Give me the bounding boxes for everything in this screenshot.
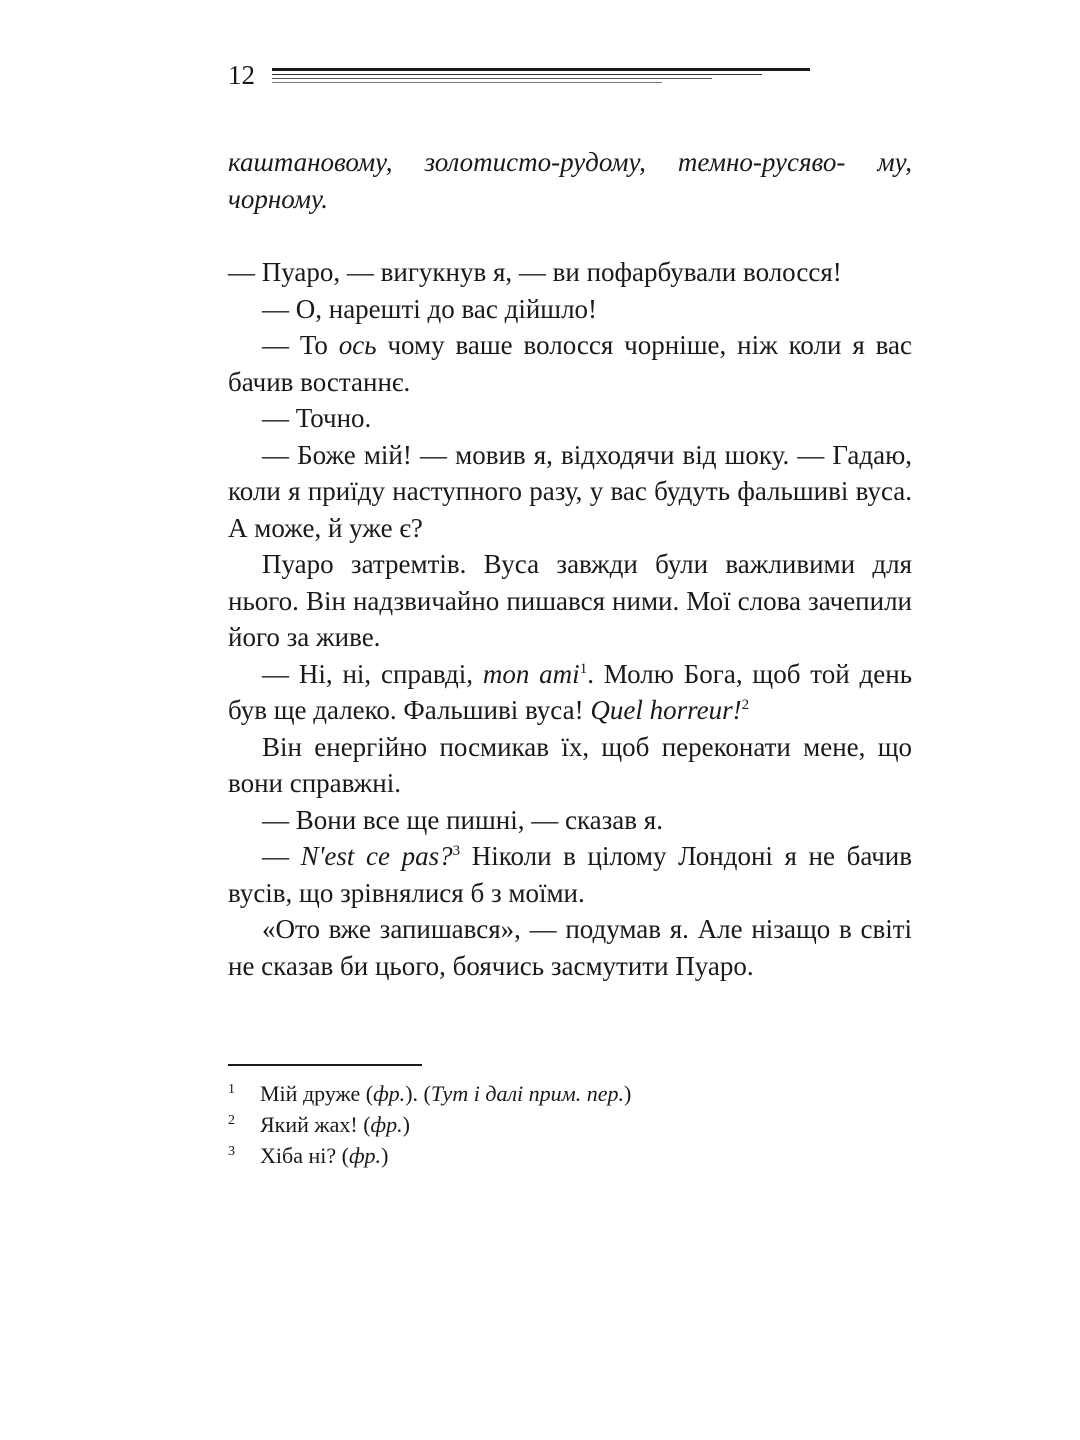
- footnote-mark: 3: [228, 1144, 235, 1159]
- italic-run: фр.: [370, 1112, 403, 1137]
- text-run: —: [262, 841, 301, 871]
- header-rule-thin: [272, 82, 662, 83]
- text-run: ): [381, 1143, 389, 1168]
- paragraph: — Точно.: [262, 403, 372, 433]
- text-run: Ніколи в цілому Лондоні я не бачив вусів, що зрівнялися б з моїми.: [228, 841, 913, 908]
- body-text: [228, 144, 912, 984]
- text-run: — То: [262, 330, 339, 360]
- text-run: чому ваше волосся чорніше, ніж коли я вас бачив востаннє.: [228, 330, 913, 397]
- text-run: . Молю Бога, щоб той день був ще далеко. Фальшиві вуса!: [228, 658, 913, 725]
- footnote-mark: 2: [228, 1113, 235, 1128]
- paragraph: — О, нарешті до вас дійшло!: [262, 293, 598, 324]
- text-run: Хіба ні? (: [260, 1143, 349, 1168]
- paragraph: Він енергійно посмикав їх, щоб переконати мене, що вони справжні.: [228, 731, 912, 798]
- text-run: Який жах! (: [260, 1112, 371, 1137]
- italic-run: ось: [338, 330, 377, 360]
- italic-run: N'est ce pas?: [300, 841, 453, 871]
- footnote-mark: 1: [228, 1082, 235, 1097]
- page-header: [228, 58, 588, 92]
- text-run: ): [623, 1081, 632, 1106]
- header-rule-thin: [272, 74, 762, 75]
- footnote: [228, 1140, 912, 1171]
- paragraph: — Пуаро, — вигукнув я, — ви пофарбували волосся!: [228, 257, 842, 287]
- footnote-divider: [228, 1064, 422, 1066]
- epigraph-line: му, чорному.: [228, 147, 913, 214]
- footnote-ref: 1: [579, 660, 588, 677]
- epigraph-line: каштановому, золотисто-рудому, темно-русяво-: [228, 147, 846, 177]
- footnote: [228, 1109, 912, 1140]
- paragraph: [228, 327, 912, 400]
- footnote-ref: 3: [452, 843, 461, 859]
- text-run: Мій друже (: [260, 1081, 374, 1106]
- text-run: ). (: [405, 1081, 431, 1106]
- paragraph: «Ото вже запишався», — подумав я. Але нізащо в світі не сказав би цього, боячись засмутити Пуаро.: [228, 914, 912, 981]
- italic-run: Тут і далі прим. пер.: [430, 1081, 624, 1106]
- epigraph: [228, 144, 912, 217]
- header-rule-thin: [272, 78, 712, 79]
- paragraph: [228, 656, 912, 729]
- paragraph: Пуаро затремтів. Вуса завжди були важливими для нього. Він надзвичайно пишався ними. Мої слова зачепили його за живе.: [228, 549, 912, 652]
- footnotes: [228, 1078, 912, 1171]
- footnote: [228, 1078, 912, 1109]
- italic-run: фр.: [348, 1143, 382, 1168]
- text-run: — Ні, ні, справді,: [262, 658, 483, 689]
- page-number: 12: [228, 60, 255, 90]
- paragraph: — Вони все ще пишні, — сказав я.: [262, 804, 663, 835]
- paragraph: [228, 838, 912, 911]
- italic-run: mon ami: [482, 658, 580, 689]
- italic-run: Quel horreur!: [590, 695, 742, 725]
- text-run: ): [402, 1112, 410, 1137]
- italic-run: фр.: [373, 1081, 406, 1106]
- paragraph: — Боже мій! — мовив я, відходячи від шоку. — Гадаю, коли я приїду наступного разу, у вас будуть фальшиві вуса. А може, й уже є?: [228, 439, 912, 543]
- header-rule: [272, 68, 810, 71]
- footnote-ref: 2: [741, 697, 750, 713]
